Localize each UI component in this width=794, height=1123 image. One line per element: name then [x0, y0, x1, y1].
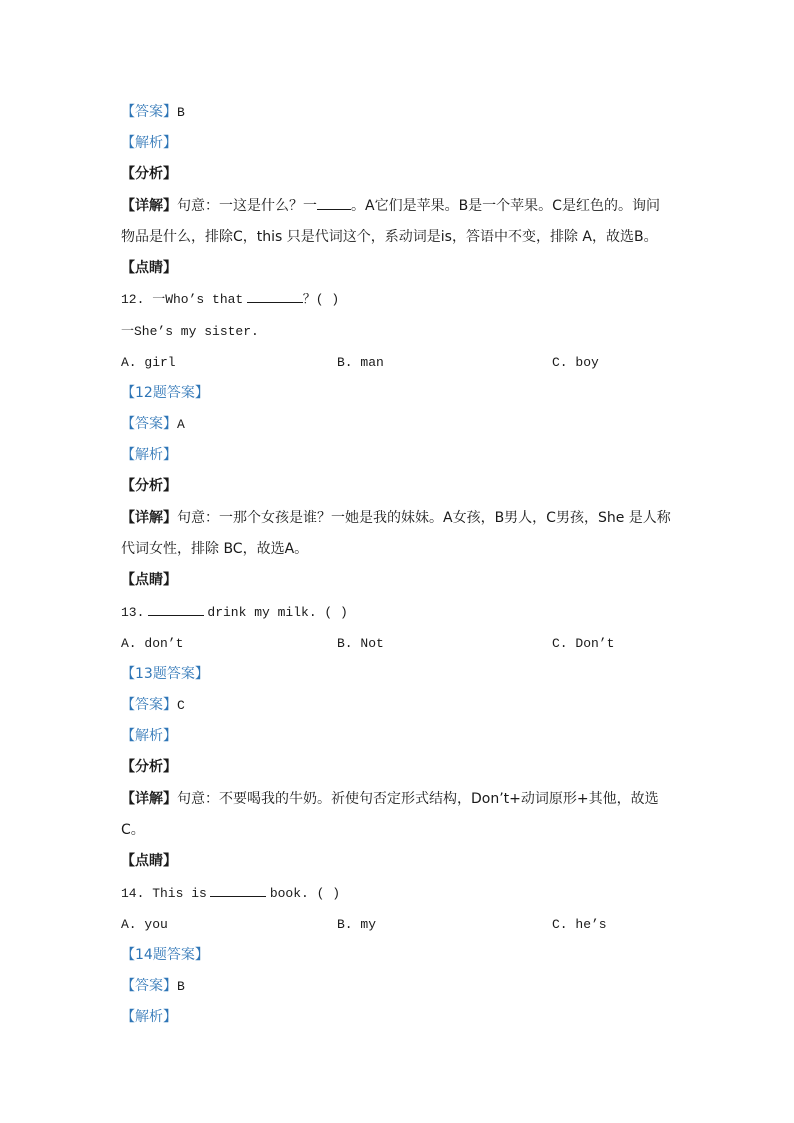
q14-answer-heading: 【14题答案】 [121, 947, 209, 963]
answer-value: B [177, 105, 185, 120]
detail-label: 【详解】 [121, 791, 177, 807]
q12-stem [121, 290, 339, 310]
q14-analysis-label: 【解析】 [121, 1009, 177, 1025]
q13-fenxi-label: 【分析】 [121, 759, 177, 775]
answer-label: 【答案】 [121, 697, 177, 713]
q13-analysis-label: 【解析】 [121, 728, 177, 744]
q13-option-c: C. Don’t [552, 636, 615, 651]
answer-blank [210, 884, 266, 897]
detail-label: 【详解】 [121, 510, 177, 526]
q12-option-b: B. man [337, 355, 384, 370]
q12-answer-heading: 【12题答案】 [121, 385, 209, 401]
stem-text-b: book. ( ) [269, 886, 341, 901]
q14-option-b: B. my [337, 917, 377, 932]
answer-label: 【答案】 [121, 104, 177, 120]
detail-text-a: 句意：一这是什么？一 [177, 198, 317, 214]
q12-option-a: A. girl [121, 355, 176, 370]
q11-detail-line-2: 物品是什么，排除C，this 只是代词这个，系动词是is，答语中不变，排除 A，故选B。 [121, 229, 658, 245]
q14-answer [121, 976, 185, 997]
q13-answer-heading: 【13题答案】 [121, 666, 209, 682]
stem-text-a: 13. [121, 605, 145, 620]
q11-fenxi-label: 【分析】 [121, 166, 177, 182]
q12-detail-line-1 [121, 508, 671, 529]
answer-blank [317, 197, 351, 210]
stem-text-b: ？( ) [302, 292, 340, 307]
q12-dianjing-label: 【点睛】 [121, 572, 177, 588]
q12-reply: 一She’s my sister. [121, 324, 259, 339]
answer-value: B [177, 979, 185, 994]
detail-text: 句意：不要喝我的牛奶。祈使句否定形式结构，Don’t+动词原形+其他，故选 [177, 791, 659, 807]
q11-answer [121, 102, 185, 123]
detail-text-b: 。A它们是苹果。B是一个苹果。C是红色的。询问 [351, 198, 660, 214]
answer-label: 【答案】 [121, 416, 177, 432]
q13-option-b: B. Not [337, 636, 384, 651]
stem-text-a: 14. This is [121, 886, 207, 901]
stem-text-a: 12. 一Who’s that [121, 292, 244, 307]
q12-answer [121, 414, 185, 435]
answer-value: C [177, 698, 185, 713]
q13-stem [121, 603, 348, 623]
answer-blank [148, 603, 204, 616]
stem-text-b: drink my milk. ( ) [207, 605, 348, 620]
detail-text: 句意：一那个女孩是谁？一她是我的妹妹。A女孩，B男人，C男孩，She 是人称 [177, 510, 671, 526]
q14-option-a: A. you [121, 917, 168, 932]
q12-option-c: C. boy [552, 355, 599, 370]
q12-fenxi-label: 【分析】 [121, 478, 177, 494]
answer-value: A [177, 417, 185, 432]
q11-detail-line-1 [121, 196, 660, 217]
q12-analysis-label: 【解析】 [121, 447, 177, 463]
q13-dianjing-label: 【点睛】 [121, 853, 177, 869]
answer-label: 【答案】 [121, 978, 177, 994]
answer-blank [247, 290, 303, 303]
q14-stem [121, 884, 340, 904]
q14-option-c: C. he’s [552, 917, 607, 932]
q13-answer [121, 695, 185, 716]
q11-dianjing-label: 【点睛】 [121, 260, 177, 276]
q13-detail-line-1 [121, 789, 659, 810]
detail-label: 【详解】 [121, 198, 177, 214]
q13-option-a: A. don’t [121, 636, 184, 651]
q13-detail-line-2: C。 [121, 822, 145, 838]
q12-detail-line-2: 代词女性，排除 BC，故选A。 [121, 541, 309, 557]
q11-analysis-label: 【解析】 [121, 135, 177, 151]
